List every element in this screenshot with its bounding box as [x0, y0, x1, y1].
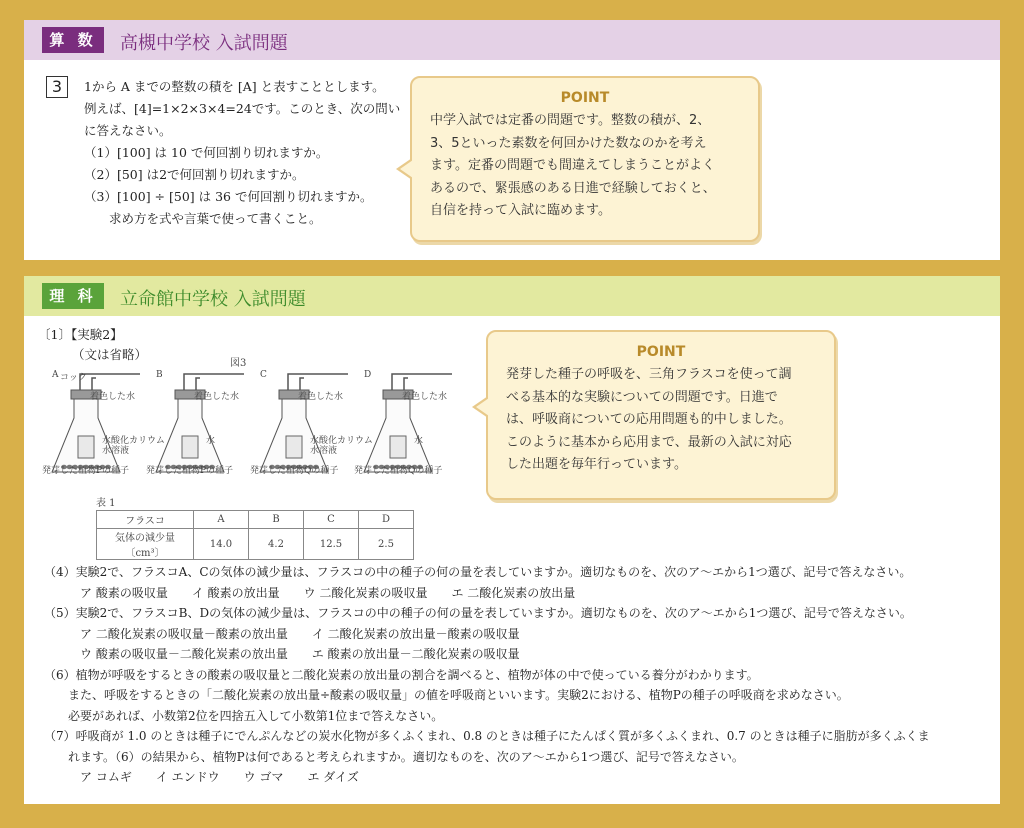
experiment-heading: 〔1〕【実験2】: [38, 327, 123, 342]
question-line: （6）植物が呼吸をするときの酸素の吸収量と二酸化炭素の放出量の割合を調べると、植物が体の中で使っている養分がわかります。: [44, 667, 759, 682]
science-subject-tag: 理 科: [42, 283, 104, 309]
point-line: は、呼吸商についての応用問題も的中しました。: [506, 412, 792, 427]
figure-caption: 図3: [230, 358, 247, 369]
flask-label: B: [156, 370, 163, 380]
math-subject-tag: 算 数: [42, 27, 104, 53]
question-line: ア 二酸化炭素の吸収量－酸素の放出量 イ 二酸化炭素の放出量－酸素の吸収量: [44, 626, 520, 641]
math-point-box: [410, 76, 760, 242]
question-line: ウ 酸素の吸収量－二酸化炭素の放出量 エ 酸素の放出量－二酸化炭素の吸収量: [44, 647, 520, 661]
flask-label: D: [364, 370, 372, 380]
table-cell: B: [249, 511, 304, 529]
math-line: 例えば、[4]=1×2×3×4=24です。このとき、次の問い: [84, 101, 401, 116]
science-title: 立命館中学校 入試問題: [120, 289, 306, 310]
point-title: POINT: [560, 90, 610, 106]
flask-label: A: [52, 370, 59, 380]
math-panel: [24, 20, 1000, 260]
table-caption: 表 1: [96, 498, 116, 509]
tube-label: 着色した水: [298, 392, 344, 402]
math-title: 高槻中学校 入試問題: [120, 33, 288, 54]
seed-label: 発芽した植物Qの種子: [250, 466, 339, 476]
inner-liquid-label: 水: [206, 436, 216, 446]
math-line: （2）[50] は2で何回割り切れますか。: [84, 167, 305, 182]
question-line: 必要があれば、小数第2位を四捨五入して小数第1位まで答えなさい。: [44, 708, 444, 723]
experiment-note: （文は省略）: [72, 347, 148, 362]
tube-label: 着色した水: [194, 392, 240, 402]
math-line: 求め方を式や言葉で使って書くこと。: [84, 211, 322, 226]
question-number: 3: [46, 76, 68, 98]
question-line: ア 酸素の吸収量 イ 酸素の放出量 ウ 二酸化炭素の吸収量 エ 二酸化炭素の放出量: [44, 585, 576, 600]
point-line: 自信を持って入試に臨めます。: [430, 203, 611, 218]
question-line: （4）実験2で、フラスコA、Cの気体の減少量は、フラスコの中の種子の何の量を表していますか。適切なものを、次のア〜エから1つ選び、記号で答えなさい。: [44, 565, 912, 579]
point-line: ます。定番の問題でも間違えてしまうことがよく: [430, 158, 715, 173]
table-cell: D: [359, 511, 414, 529]
point-line: した出題を毎年行っています。: [506, 457, 687, 472]
question-line: また、呼吸をするときの「二酸化炭素の放出量÷酸素の吸収量」の値を呼吸商といいます。実験2における、植物Pの種子の呼吸商を求めなさい。: [44, 688, 849, 702]
flask-c: [260, 374, 348, 472]
flask-label: C: [260, 370, 267, 380]
table-cell: 4.2: [249, 529, 304, 560]
science-panel: [24, 276, 1000, 804]
seed-label: 発芽した植物Pの種子: [146, 466, 234, 476]
table-cell: A: [194, 511, 249, 529]
flask-a: [52, 374, 140, 472]
math-question-text: [84, 76, 400, 230]
science-point-box: [486, 330, 836, 500]
table-cell: 14.0: [194, 529, 249, 560]
table-cell: C: [304, 511, 359, 529]
seed-label: 発芽した植物Pの種子: [42, 466, 130, 476]
question-line: れます。（6）の結果から、植物Pは何であると考えられますか。適切なものを、次のア〜エから1つ選び、記号で答えなさい。: [44, 749, 744, 764]
point-title: POINT: [636, 344, 686, 360]
question-line: ア コムギ イ エンドウ ウ ゴマ エ ダイズ: [44, 770, 359, 784]
point-line: べる基本的な実験についての問題です。日進で: [506, 389, 778, 405]
table-row: [97, 511, 414, 529]
question-line: （5）実験2で、フラスコB、Dの気体の減少量は、フラスコの中の種子の何の量を表していますか。適切なものを、次のア〜エから1つ選び、記号で答えなさい。: [44, 606, 912, 620]
point-line: 3、5といった素数を何回かけた数なのかを考え: [430, 135, 707, 151]
math-line: （3）[100] ÷ [50] は 36 で何回割り切れますか。: [84, 189, 373, 204]
tube-label: 着色した水: [90, 392, 136, 402]
math-line: （1）[100] は 10 で何回割り切れますか。: [84, 145, 329, 160]
flask-d: [364, 374, 452, 472]
flask-b: [156, 374, 244, 472]
point-line: 発芽した種子の呼吸を、三角フラスコを使って調: [506, 367, 792, 382]
point-line: 中学入試では定番の問題です。整数の積が、2、: [430, 113, 711, 128]
math-header: [24, 20, 1000, 60]
math-line: 1から A までの整数の積を [A] と表すこととします。: [84, 79, 385, 94]
gas-table: [96, 510, 414, 560]
science-questions: [44, 562, 930, 788]
point-body: [506, 364, 816, 477]
science-header: [24, 276, 1000, 316]
inner-liquid-label: 水: [414, 436, 424, 446]
point-body: [430, 110, 740, 223]
tube-label: 着色した水: [402, 392, 448, 402]
inner-liquid-label: 水酸化カリウム 水溶液: [310, 436, 373, 456]
point-line: あるので、緊張感のある日進で経験しておくと、: [430, 180, 716, 196]
question-line: （7）呼吸商が 1.0 のときは種子にでんぷんなどの炭水化物が多くふくまれ、0.8 のときは種子にたんぱく質が多くふくまれ、0.7 のときは種子に脂肪が多くふくま: [44, 729, 930, 743]
cock-label: コック: [60, 373, 87, 383]
table-cell: フラスコ: [97, 511, 194, 529]
table-cell: 12.5: [304, 529, 359, 560]
seed-label: 発芽した植物Qの種子: [354, 466, 443, 476]
math-line: に答えなさい。: [84, 123, 172, 138]
point-line: このように基本から応用まで、最新の入試に対応: [506, 434, 792, 450]
table-cell: 2.5: [359, 529, 414, 560]
table-cell: 気体の減少量〔cm³〕: [97, 529, 194, 560]
table-row: [97, 529, 414, 560]
inner-liquid-label: 水酸化カリウム 水溶液: [102, 436, 165, 456]
